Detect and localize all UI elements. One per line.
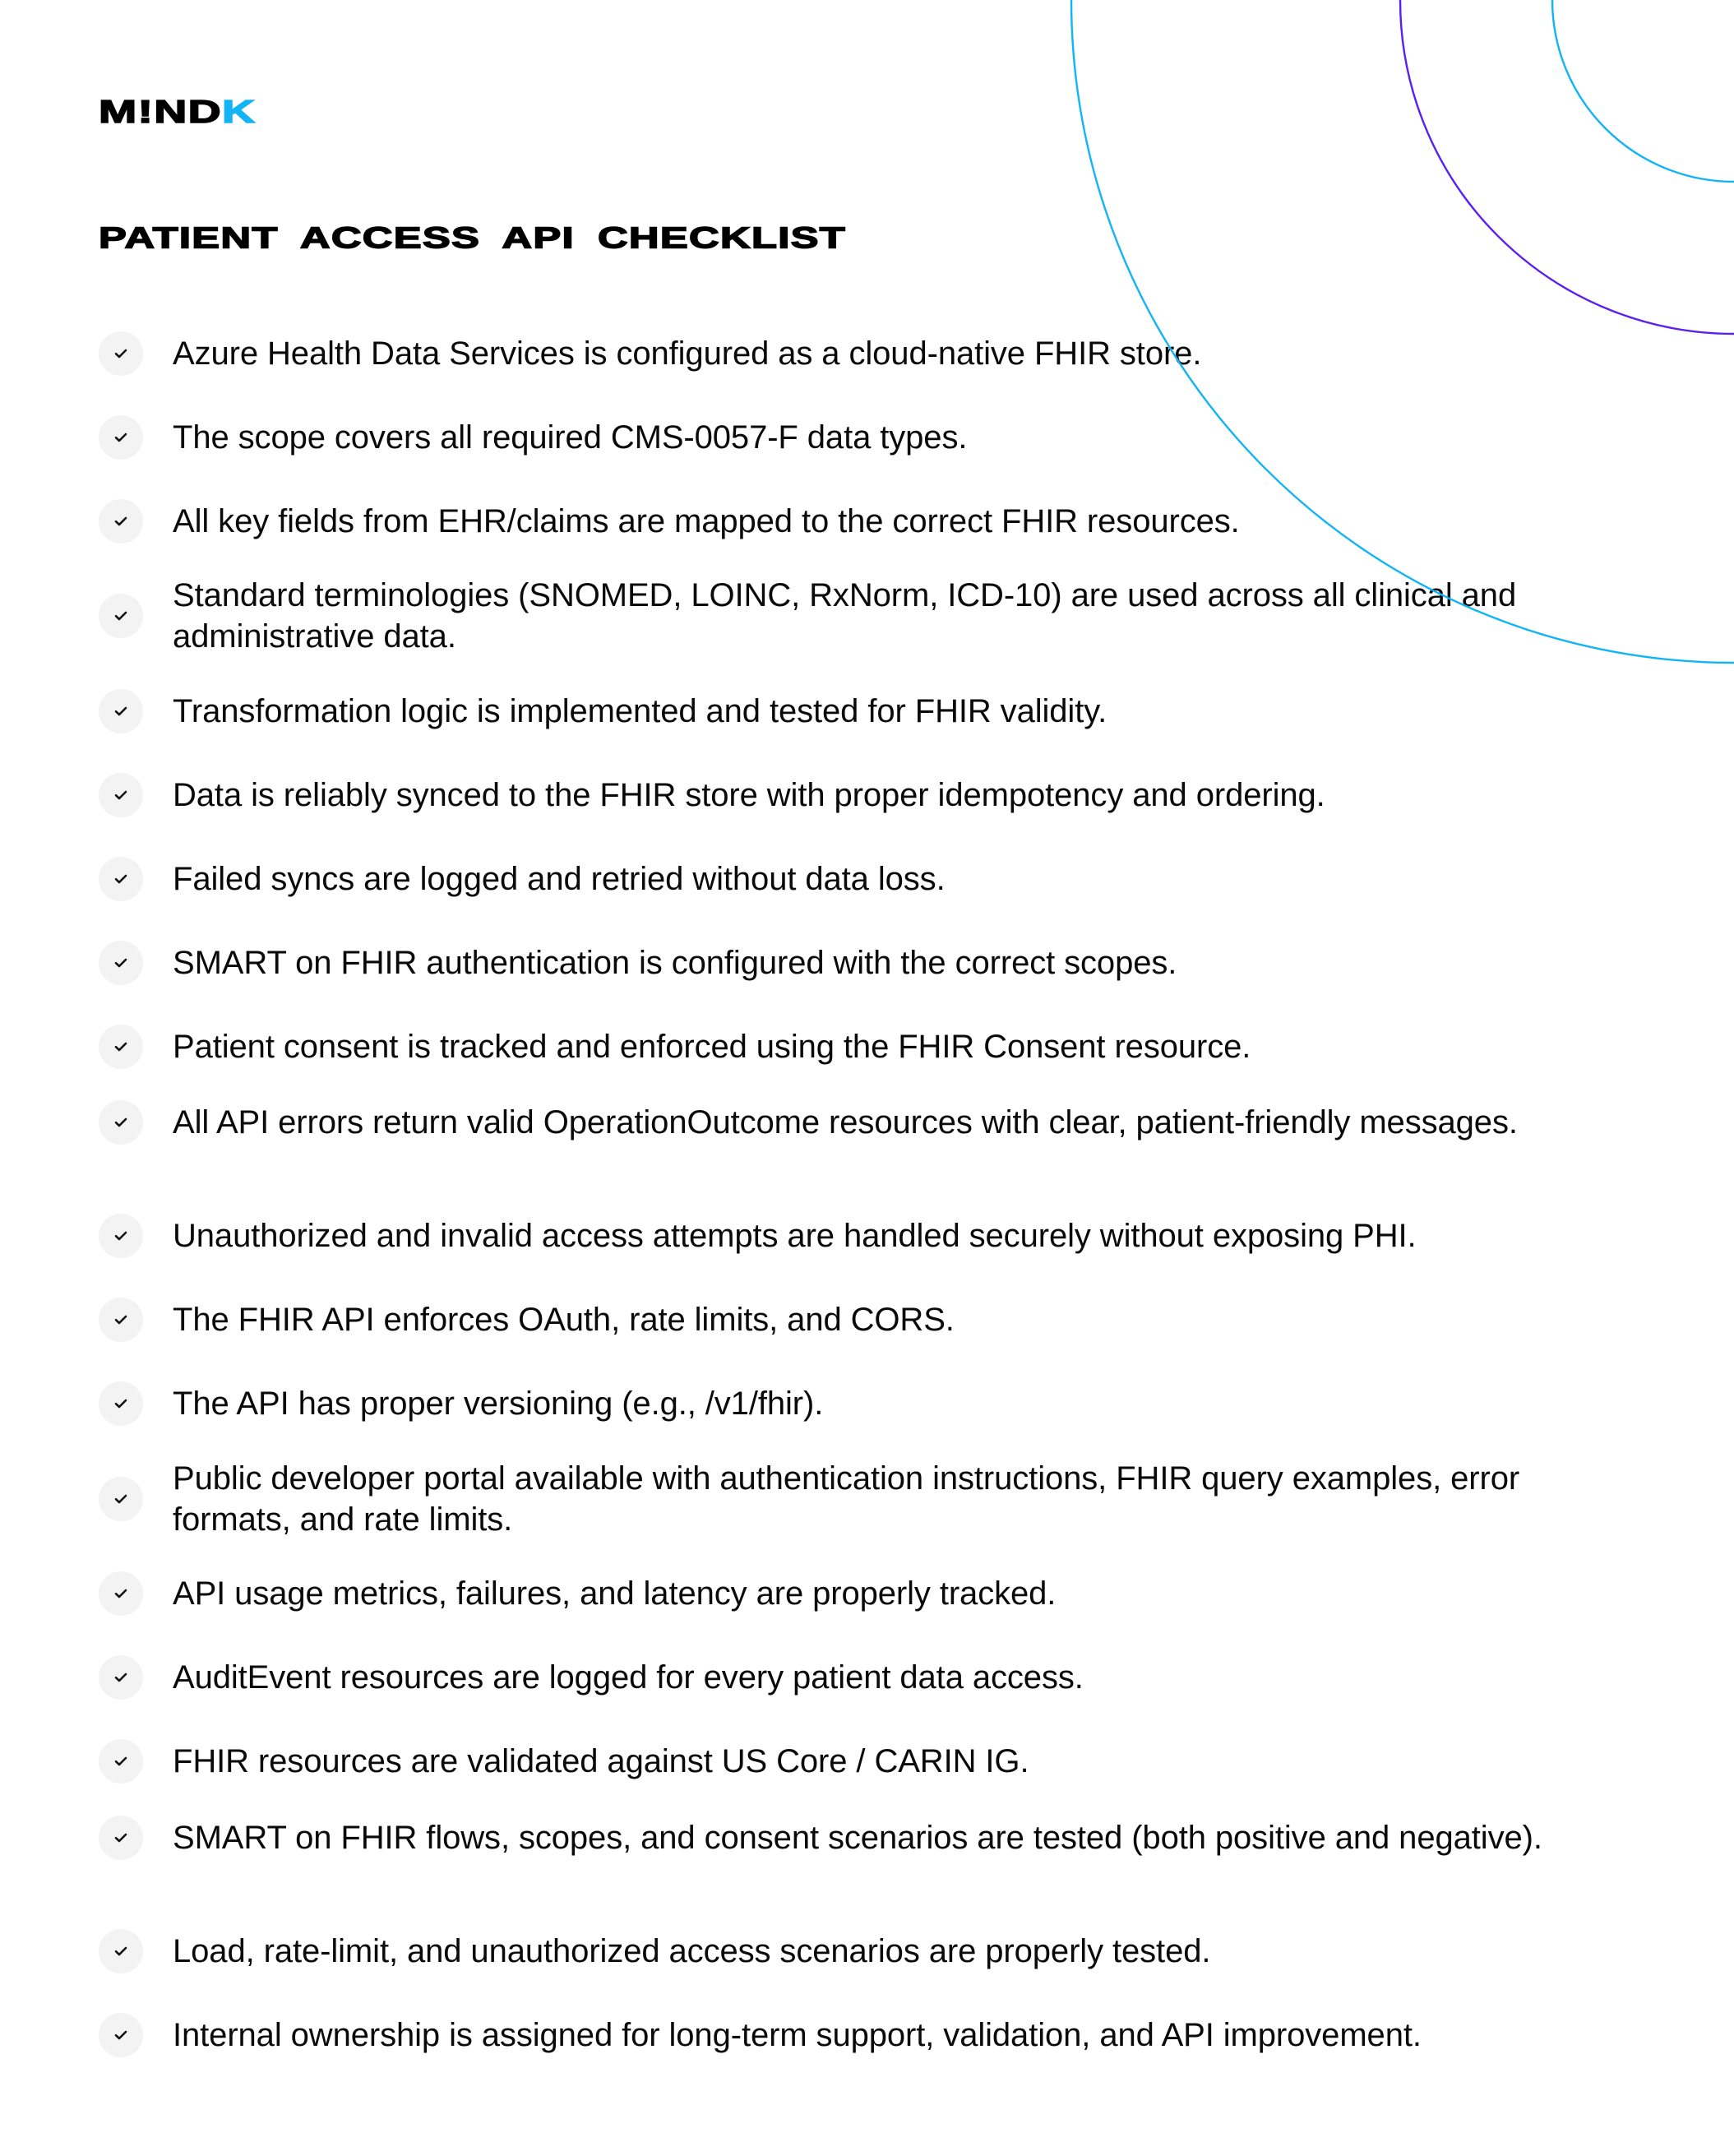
middle-arc bbox=[1400, 0, 1734, 334]
check-icon bbox=[114, 1589, 127, 1598]
check-badge bbox=[99, 1816, 143, 1860]
checklist-item bbox=[99, 1655, 1644, 1700]
checklist-item bbox=[99, 1025, 1644, 1069]
checklist-item-text: Data is reliably synced to the FHIR store with proper idempotency and ordering. bbox=[173, 777, 1325, 813]
checklist-item-text: AuditEvent resources are logged for every patient data access. bbox=[173, 1659, 1084, 1696]
check-badge bbox=[99, 1214, 143, 1258]
check-icon bbox=[114, 349, 127, 359]
checklist-item bbox=[99, 1571, 1644, 1616]
check-icon bbox=[114, 706, 127, 716]
check-badge bbox=[99, 1298, 143, 1342]
checklist-item bbox=[99, 415, 1644, 460]
check-icon bbox=[114, 1042, 127, 1052]
checklist-item-text: The API has proper versioning (e.g., /v1/fhir). bbox=[173, 1386, 824, 1422]
logo-main-text: M!ND bbox=[99, 93, 223, 130]
check-badge bbox=[99, 689, 143, 733]
check-badge bbox=[99, 773, 143, 817]
checklist-item-text: Unauthorized and invalid access attempts are handled securely without exposing PHI. bbox=[173, 1218, 1417, 1254]
checklist-item bbox=[99, 773, 1644, 817]
checklist-item bbox=[99, 1298, 1644, 1342]
check-icon bbox=[114, 1117, 127, 1127]
check-icon bbox=[114, 516, 127, 526]
checklist-item bbox=[99, 1816, 1644, 1860]
check-badge bbox=[99, 2013, 143, 2057]
checklist-item bbox=[99, 689, 1644, 733]
check-icon bbox=[114, 611, 127, 621]
check-badge bbox=[99, 1477, 143, 1521]
check-icon bbox=[114, 1231, 127, 1241]
checklist-item-text: All key fields from EHR/claims are mapped to the correct FHIR resources. bbox=[173, 503, 1240, 539]
check-icon bbox=[114, 1315, 127, 1325]
check-badge bbox=[99, 857, 143, 901]
check-icon bbox=[114, 874, 127, 884]
checklist-item-text: API usage metrics, failures, and latency are properly tracked. bbox=[173, 1575, 1057, 1612]
checklist-item-text: Standard terminologies (SNOMED, LOINC, RxNorm, ICD-10) are used across all clinical and administrative data. bbox=[173, 577, 1517, 655]
checklist-item-text: The scope covers all required CMS-0057-F data types. bbox=[173, 419, 968, 456]
brand-logo bbox=[99, 93, 257, 130]
inner-arc bbox=[1552, 0, 1734, 182]
checklist-item bbox=[99, 2013, 1644, 2057]
check-icon bbox=[114, 1756, 127, 1766]
logo-wordmark bbox=[99, 93, 257, 130]
checklist-item-text: Internal ownership is assigned for long-term support, validation, and API improvement. bbox=[173, 2017, 1422, 2053]
logo-accent-letter: K bbox=[222, 93, 257, 130]
checklist-item bbox=[99, 1739, 1644, 1784]
check-badge bbox=[99, 941, 143, 985]
checklist-item-text: Load, rate-limit, and unauthorized access scenarios are properly tested. bbox=[173, 1933, 1211, 1969]
checklist-item bbox=[99, 331, 1644, 376]
check-badge bbox=[99, 594, 143, 638]
checklist-item bbox=[99, 1381, 1644, 1426]
check-icon bbox=[114, 790, 127, 800]
page-title: PATIENT ACCESS API CHECKLIST bbox=[99, 222, 847, 255]
checklist-item-text: All API errors return valid OperationOutcome resources with clear, patient-friendly messages. bbox=[173, 1104, 1518, 1140]
check-icon bbox=[114, 433, 127, 442]
checklist-item bbox=[99, 575, 1644, 657]
check-badge bbox=[99, 331, 143, 376]
check-icon bbox=[114, 958, 127, 968]
check-icon bbox=[114, 1833, 127, 1843]
checklist-item bbox=[99, 941, 1644, 985]
checklist-item-text: Azure Health Data Services is configured as a cloud-native FHIR store. bbox=[173, 335, 1202, 372]
checklist-item bbox=[99, 499, 1644, 544]
check-badge bbox=[99, 1739, 143, 1784]
check-icon bbox=[114, 2030, 127, 2040]
check-badge bbox=[99, 1100, 143, 1145]
check-badge bbox=[99, 1929, 143, 1973]
check-icon bbox=[114, 1494, 127, 1504]
checklist-item bbox=[99, 1214, 1644, 1258]
check-badge bbox=[99, 1571, 143, 1616]
check-icon bbox=[114, 1399, 127, 1409]
checklist-item-text: SMART on FHIR flows, scopes, and consent scenarios are tested (both positive and negative). bbox=[173, 1820, 1542, 1856]
check-badge bbox=[99, 415, 143, 460]
checklist-item-text: Public developer portal available with authentication instructions, FHIR query examples, error formats, and rate limits. bbox=[173, 1460, 1520, 1538]
check-icon bbox=[114, 1673, 127, 1682]
checklist-item-text: Failed syncs are logged and retried without data loss. bbox=[173, 861, 946, 897]
checklist-item bbox=[99, 857, 1644, 901]
check-badge bbox=[99, 1381, 143, 1426]
checklist-item bbox=[99, 1100, 1644, 1145]
check-icon bbox=[114, 1946, 127, 1956]
checklist-item bbox=[99, 1458, 1644, 1540]
checklist-item bbox=[99, 1929, 1644, 1973]
check-badge bbox=[99, 499, 143, 544]
check-badge bbox=[99, 1025, 143, 1069]
checklist-item-text: The FHIR API enforces OAuth, rate limits, and CORS. bbox=[173, 1302, 955, 1338]
checklist-item-text: Transformation logic is implemented and tested for FHIR validity. bbox=[173, 693, 1107, 729]
check-badge bbox=[99, 1655, 143, 1700]
checklist-item-text: SMART on FHIR authentication is configured with the correct scopes. bbox=[173, 945, 1177, 981]
checklist-item-text: Patient consent is tracked and enforced using the FHIR Consent resource. bbox=[173, 1029, 1251, 1065]
checklist-item-text: FHIR resources are validated against US Core / CARIN IG. bbox=[173, 1743, 1029, 1779]
